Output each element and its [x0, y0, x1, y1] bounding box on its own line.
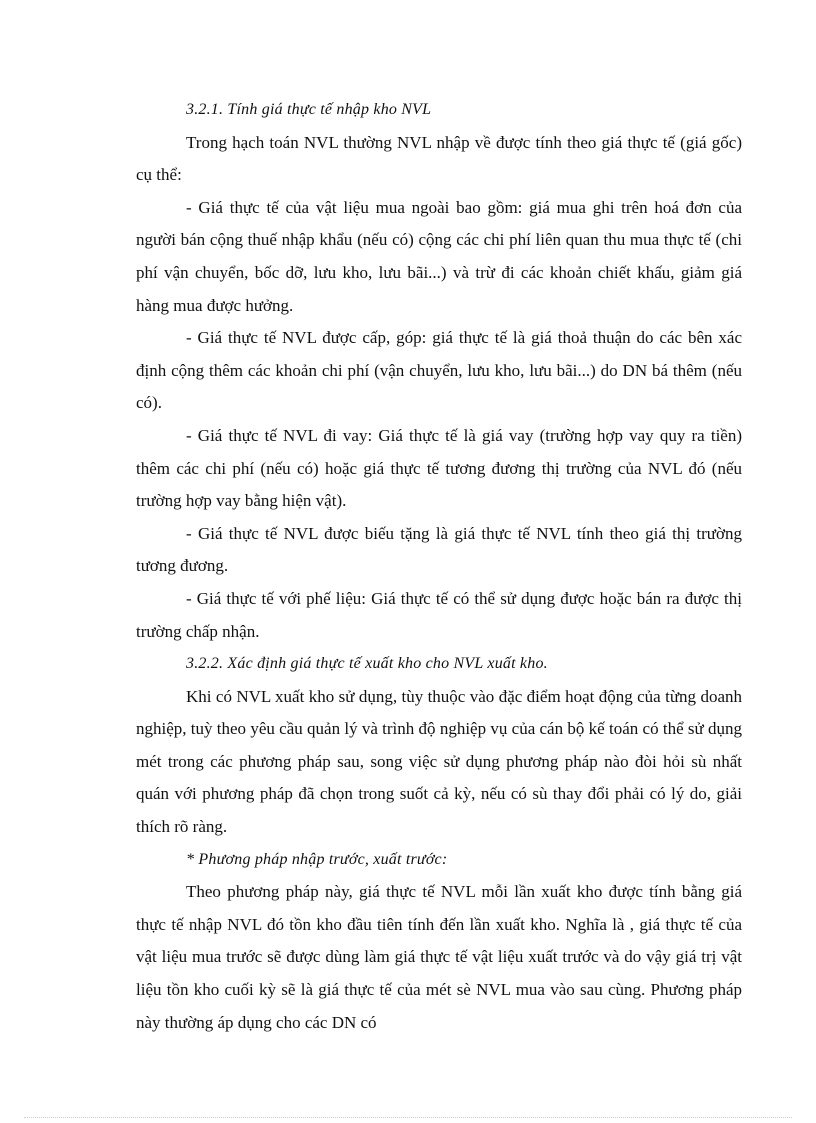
paragraph: Trong hạch toán NVL thường NVL nhập về được tính theo giá thực tế (giá gốc) cụ thể:: [136, 132, 742, 185]
paragraph: Theo phương pháp này, giá thực tế NVL mỗi lần xuất kho được tính bằng giá thực tế nhập NVL đó tồn kho đầu tiên tính đến lần xuất kho. Nghĩa là , giá thực tế của vật liệu mua trước sẽ được dùng làm giá thực tế vật liệu xuất trước và do vậy giá trị vật liệu tồn kho cuối kỳ sẽ là giá thực tế của mét sè NVL mua vào sau cùng. Phương pháp này thường áp dụng cho các DN có: [136, 882, 742, 1032]
section-heading-3-2-1: 3.2.1. Tính giá thực tế nhập kho NVL: [186, 101, 432, 118]
paragraph: - Giá thực tế NVL được cấp, góp: giá thực tế là giá thoả thuận do các bên xác định cộng thêm các khoản chi phí (vận chuyển, lưu kho, lưu bãi...) do DN bá thêm (nếu có).: [136, 328, 742, 413]
paragraph: - Giá thực tế NVL được biếu tặng là giá thực tế NVL tính theo giá thị trường tương đương.: [136, 523, 742, 576]
paragraph: Khi có NVL xuất kho sử dụng, tùy thuộc vào đặc điểm hoạt động của từng doanh nghiệp, tuỳ theo yêu cầu quản lý và trình độ nghiệp vụ của cán bộ kế toán có thể sử dụng mét trong các phương pháp sau, song việc sử dụng phương pháp nào đòi hỏi sù nhất quán với phương pháp đã chọn trong suốt cả kỳ, nếu có sù thay đổi phải có lý do, giải thích rõ ràng.: [136, 686, 742, 837]
paragraph: - Giá thực tế của vật liệu mua ngoài bao gồm: giá mua ghi trên hoá đơn của người bán cộng thuế nhập khẩu (nếu có) cộng các chi phí liên quan thu mua thực tế (chi phí vận chuyển, bốc dỡ, lưu kho, lưu bãi...) và trừ đi các khoản chiết khấu, giảm giá hàng mua được hưởng.: [136, 197, 742, 315]
document-body: [136, 94, 742, 1039]
page-bottom-divider: [24, 1117, 792, 1118]
paragraph: - Giá thực tế với phế liệu: Giá thực tế có thể sử dụng được hoặc bán ra được thị trường chấp nhận.: [136, 588, 742, 641]
method-heading: * Phương pháp nhập trước, xuất trước:: [186, 850, 448, 868]
paragraph: - Giá thực tế NVL đi vay: Giá thực tế là giá vay (trường hợp vay quy ra tiền) thêm các chi phí (nếu có) hoặc giá thực tế tương đương thị trường của NVL đó (nếu trường hợp vay bằng hiện vật).: [136, 425, 742, 511]
section-heading-3-2-2: 3.2.2. Xác định giá thực tế xuất kho cho NVL xuất kho.: [186, 655, 548, 673]
